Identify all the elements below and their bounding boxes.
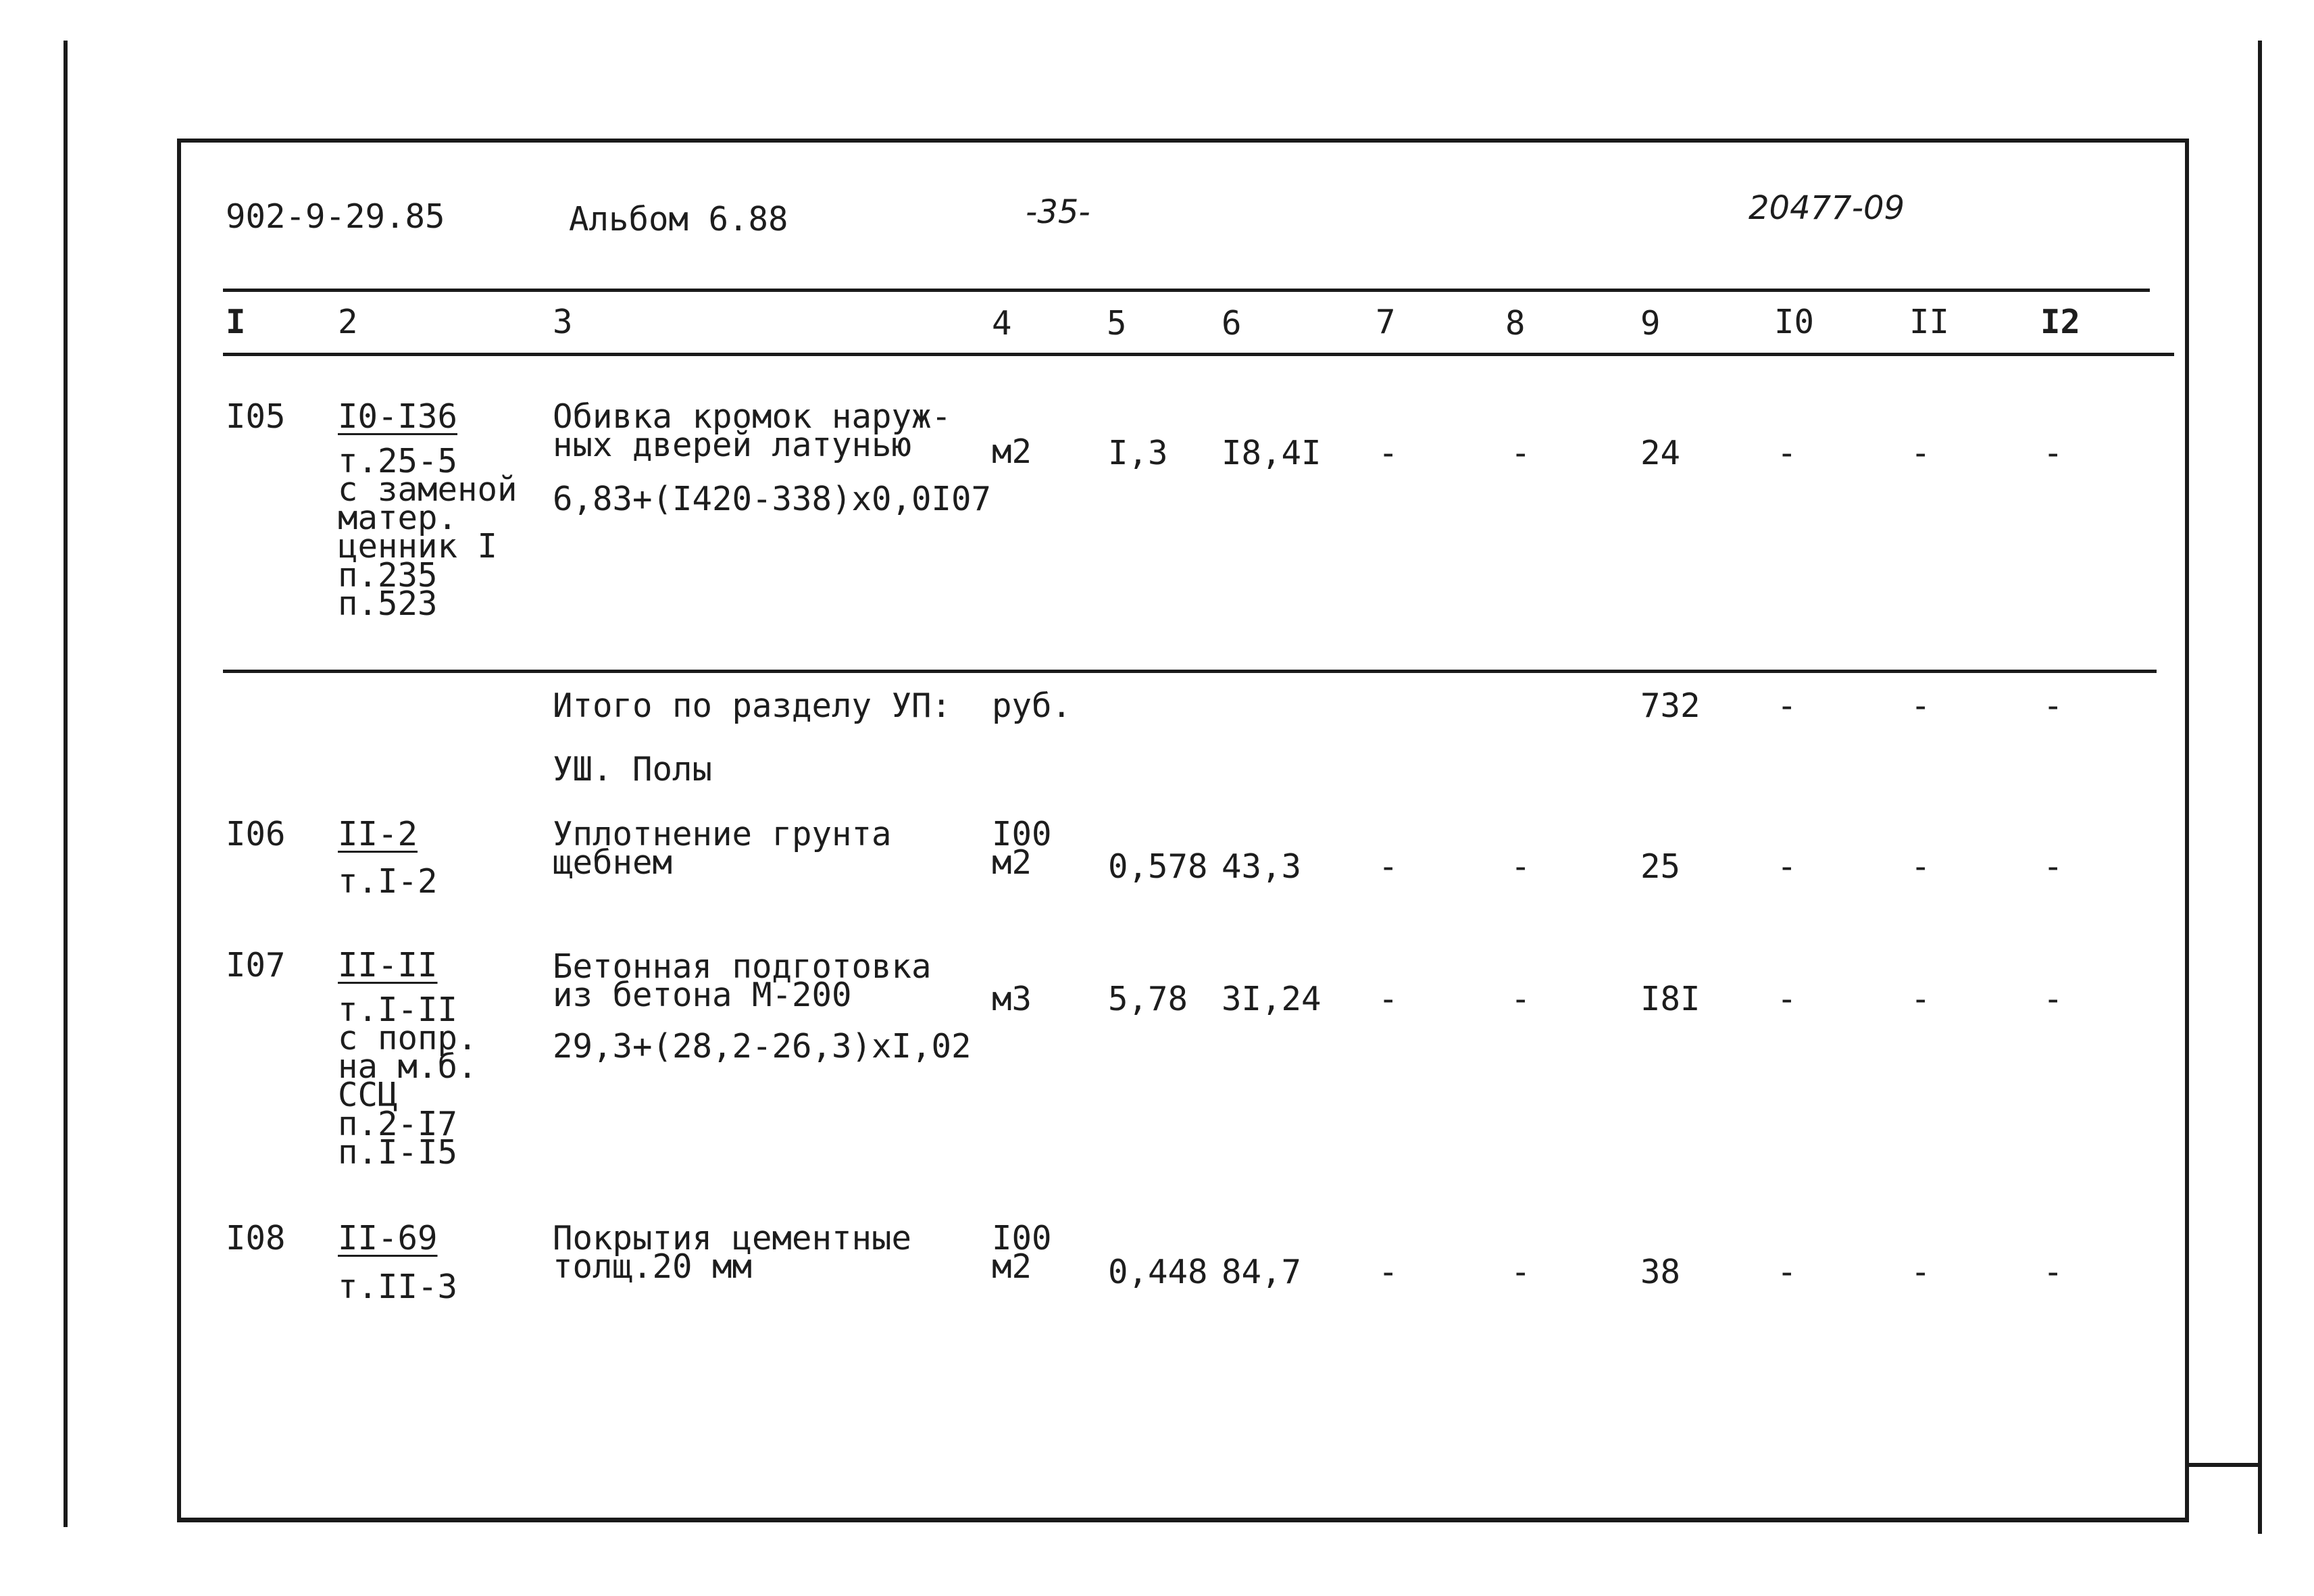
left-margin-line <box>64 41 68 1527</box>
row-107-ref-line: т.I-II <box>338 991 458 1029</box>
row-105-col12: - <box>2043 434 2063 472</box>
row-106-desc-line: щебнем <box>553 843 673 882</box>
row-105-desc-line: Обивка кромок наруж- <box>553 397 952 436</box>
doc-code: 902-9-29.85 <box>226 197 445 236</box>
row-108-number: I08 <box>226 1219 286 1257</box>
row-107-code: II-II <box>338 946 438 984</box>
row-105-price: I8,4I <box>1222 434 1322 472</box>
row-107-ref-line: п.I-I5 <box>338 1132 458 1172</box>
col-header-6: 6 <box>1222 304 1242 343</box>
section-total-col10: - <box>1777 687 1797 725</box>
row-106-code: II-2 <box>338 815 418 853</box>
row-105-col10: - <box>1777 434 1797 472</box>
row-108-col11: - <box>1911 1253 1931 1291</box>
row-105-description <box>553 397 952 465</box>
stamp-box-top-line <box>2189 1463 2258 1467</box>
row-107-quantity: 5,78 <box>1108 980 1188 1018</box>
row-108-reference: т.II-3 <box>338 1268 458 1306</box>
row-107-col8: - <box>1511 980 1531 1018</box>
header-bottom-rule <box>223 353 2174 356</box>
row-105-ref-line: т.25-5 <box>338 442 458 480</box>
section-total-unit: руб. <box>992 687 1072 725</box>
row-106-reference: т.I-2 <box>338 862 438 901</box>
section-total-col9: 732 <box>1640 687 1701 725</box>
row-108-unit <box>992 1219 1052 1287</box>
row-106-col12: - <box>2043 847 2063 886</box>
col-header-8: 8 <box>1505 304 1526 343</box>
row-105-ref-line: матер. <box>338 499 458 538</box>
section-total-col11: - <box>1911 687 1931 725</box>
row-107-price: 3I,24 <box>1222 980 1322 1018</box>
row-108-desc-line: толщ.20 мм <box>553 1247 753 1287</box>
row-106-description <box>553 815 892 882</box>
col-header-5: 5 <box>1107 304 1127 343</box>
inventory-number: 20477-09 <box>1749 189 1905 227</box>
row-108-desc-line: Покрытия цементные <box>553 1219 912 1257</box>
section-total-rule <box>223 670 2157 673</box>
row-108-unit-line: I00 <box>992 1219 1052 1257</box>
row-106-unit-line: I00 <box>992 815 1052 853</box>
section-heading: УШ. Полы <box>553 750 713 789</box>
row-106-unit <box>992 815 1052 882</box>
row-106-unit-line: м2 <box>992 843 1032 882</box>
row-107-ref-line: с попр. <box>338 1019 478 1058</box>
row-107-col7: - <box>1378 980 1399 1018</box>
row-108-quantity: 0,448 <box>1108 1253 1208 1291</box>
row-105-unit: м2 <box>992 432 1032 471</box>
row-107-desc-line: Бетонная подготовка <box>553 947 932 986</box>
section-total-label: Итого по разделу УП: <box>553 687 952 725</box>
right-margin-line <box>2258 41 2262 1534</box>
row-105-reference <box>338 442 518 623</box>
row-107-col9: I8I <box>1640 980 1701 1018</box>
row-107-formula: 29,3+(28,2-26,3)xI,02 <box>553 1027 972 1066</box>
row-106-col8: - <box>1511 847 1531 886</box>
row-107-reference <box>338 991 478 1172</box>
row-105-code: I0-I36 <box>338 397 458 436</box>
row-107-col11: - <box>1911 980 1931 1018</box>
row-106-col9: 25 <box>1640 847 1681 886</box>
col-header-11: II <box>1909 303 1950 341</box>
header-top-rule <box>223 289 2150 292</box>
row-107-desc-line: из бетона М-200 <box>553 976 852 1015</box>
row-106-col7: - <box>1378 847 1399 886</box>
row-105-quantity: I,3 <box>1108 434 1168 472</box>
row-105-formula: 6,83+(I420-338)x0,0I07 <box>553 480 992 518</box>
document-frame <box>177 139 2189 1522</box>
row-105-desc-line: ных дверей латунью <box>553 426 912 465</box>
row-107-number: I07 <box>226 946 286 984</box>
row-105-ref-line: п.523 <box>338 584 438 623</box>
row-108-code: II-69 <box>338 1219 438 1257</box>
col-header-1: I <box>226 303 246 341</box>
row-108-col7: - <box>1378 1253 1399 1291</box>
page-number: -35- <box>1026 193 1090 231</box>
row-105-ref-line: с заменой <box>338 470 518 509</box>
col-header-7: 7 <box>1376 303 1396 341</box>
col-header-12: I2 <box>2040 303 2081 341</box>
row-106-col11: - <box>1911 847 1931 886</box>
col-header-4: 4 <box>992 304 1012 343</box>
row-105-ref-line: п.235 <box>338 555 438 595</box>
row-106-desc-line: Уплотнение грунта <box>553 815 892 853</box>
album-label: Альбом 6.88 <box>569 200 788 239</box>
row-107-ref-line: п.2-I7 <box>338 1104 458 1143</box>
row-108-price: 84,7 <box>1222 1253 1302 1291</box>
row-107-unit: м3 <box>992 980 1032 1018</box>
row-105-col7: - <box>1378 434 1399 472</box>
row-107-ref-line: ССЦ <box>338 1076 398 1115</box>
section-total-col12: - <box>2043 687 2063 725</box>
col-header-3: 3 <box>553 303 573 341</box>
row-105-col9: 24 <box>1640 434 1681 472</box>
col-header-10: I0 <box>1774 303 1815 341</box>
row-108-description <box>553 1219 912 1287</box>
row-106-price: 43,3 <box>1222 847 1302 886</box>
row-106-col10: - <box>1777 847 1797 886</box>
row-108-col10: - <box>1777 1253 1797 1291</box>
row-108-col12: - <box>2043 1253 2063 1291</box>
row-107-description <box>553 947 932 1015</box>
row-108-col9: 38 <box>1640 1253 1681 1291</box>
row-106-quantity: 0,578 <box>1108 847 1208 886</box>
row-105-ref-line: ценник I <box>338 527 498 566</box>
row-106-number: I06 <box>226 815 286 853</box>
row-108-col8: - <box>1511 1253 1531 1291</box>
row-107-ref-line: на м.б. <box>338 1047 478 1087</box>
col-header-9: 9 <box>1640 304 1661 343</box>
row-105-col11: - <box>1911 434 1931 472</box>
row-107-col10: - <box>1777 980 1797 1018</box>
row-105-number: I05 <box>226 397 286 436</box>
row-107-col12: - <box>2043 980 2063 1018</box>
col-header-2: 2 <box>338 303 358 341</box>
row-105-col8: - <box>1511 434 1531 472</box>
row-108-unit-line: м2 <box>992 1247 1032 1287</box>
